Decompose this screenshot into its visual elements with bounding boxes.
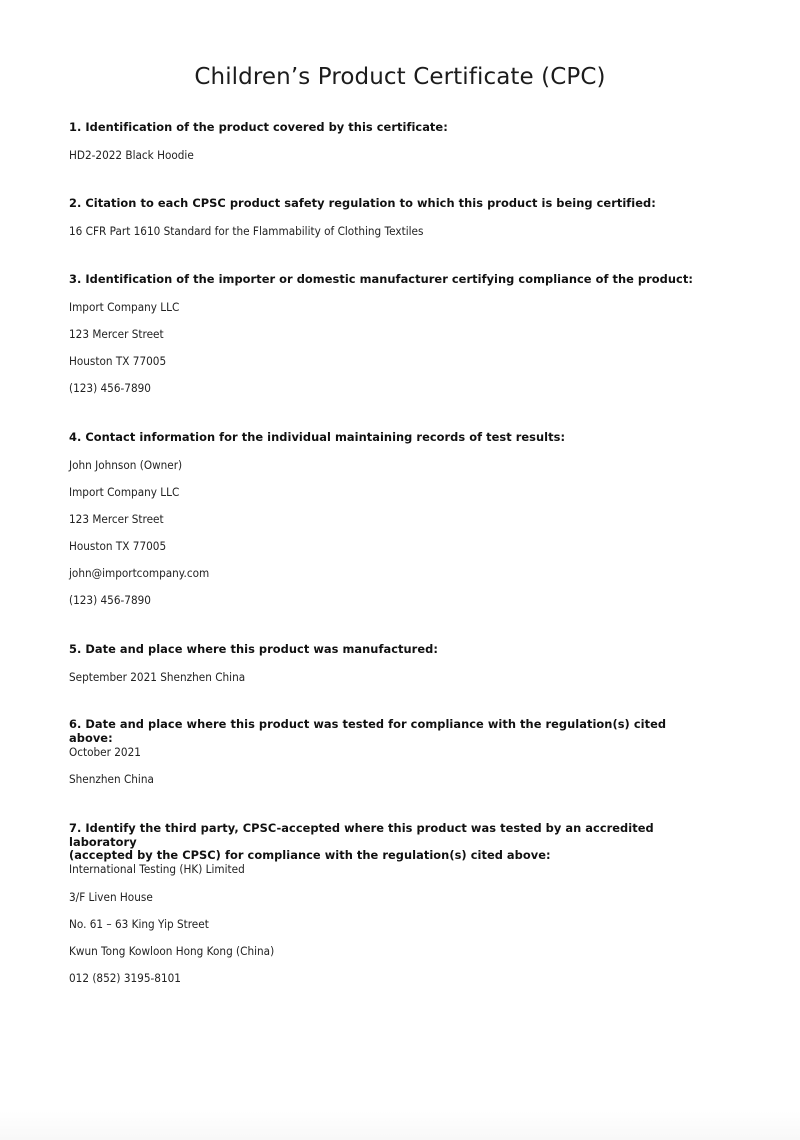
document-title: Children’s Product Certificate (CPC) [194, 64, 606, 90]
section-records-contact [69, 430, 709, 607]
section-heading: 4. Contact information for the individual maintaining records of test results: [69, 430, 566, 444]
section-regulation-citation [69, 196, 709, 238]
contact-name: John Johnson (Owner) [69, 458, 183, 472]
section-heading-line-1: 7. Identify the third party, CPSC-accepted where this product was tested by an accredited laboratory [69, 821, 654, 849]
contact-city: Houston TX 77005 [69, 539, 167, 553]
importer-street: 123 Mercer Street [69, 327, 164, 341]
section-heading: 1. Identification of the product covered by this certificate: [69, 120, 448, 134]
importer-company: Import Company LLC [69, 300, 180, 314]
contact-street: 123 Mercer Street [69, 512, 164, 526]
section-heading: 3. Identification of the importer or domestic manufacturer certifying compliance of the product: [69, 272, 693, 286]
section-third-party-lab [69, 821, 709, 985]
section-manufacture-date-place [69, 642, 709, 684]
section-heading: 2. Citation to each CPSC product safety regulation to which this product is being certified: [69, 196, 656, 210]
contact-email: john@importcompany.com [69, 566, 210, 580]
section-importer [69, 272, 709, 395]
section-heading: 5. Date and place where this product was manufactured: [69, 642, 438, 656]
lab-name: International Testing (HK) Limited [69, 862, 245, 876]
lab-district: Kwun Tong Kowloon Hong Kong (China) [69, 944, 275, 958]
section-heading: 6. Date and place where this product was tested for compliance with the regulation(s) cited above: [69, 717, 667, 745]
section-heading-line-2: (accepted by the CPSC) for compliance with the regulation(s) cited above: [69, 848, 551, 862]
regulation-citation: 16 CFR Part 1610 Standard for the Flammability of Clothing Textiles [69, 224, 424, 238]
testing-date: October 2021 [69, 745, 141, 759]
contact-phone: (123) 456-7890 [69, 593, 151, 607]
section-product-identification [69, 120, 709, 162]
testing-place: Shenzhen China [69, 772, 154, 786]
importer-phone: (123) 456-7890 [69, 381, 151, 395]
product-name: HD2-2022 Black Hoodie [69, 148, 194, 162]
lab-building: 3/F Liven House [69, 890, 153, 904]
manufacture-date-place: September 2021 Shenzhen China [69, 670, 246, 684]
lab-phone: 012 (852) 3195-8101 [69, 971, 181, 985]
importer-city: Houston TX 77005 [69, 354, 167, 368]
section-testing-date-place [69, 717, 709, 786]
lab-street: No. 61 – 63 King Yip Street [69, 917, 209, 931]
contact-company: Import Company LLC [69, 485, 180, 499]
